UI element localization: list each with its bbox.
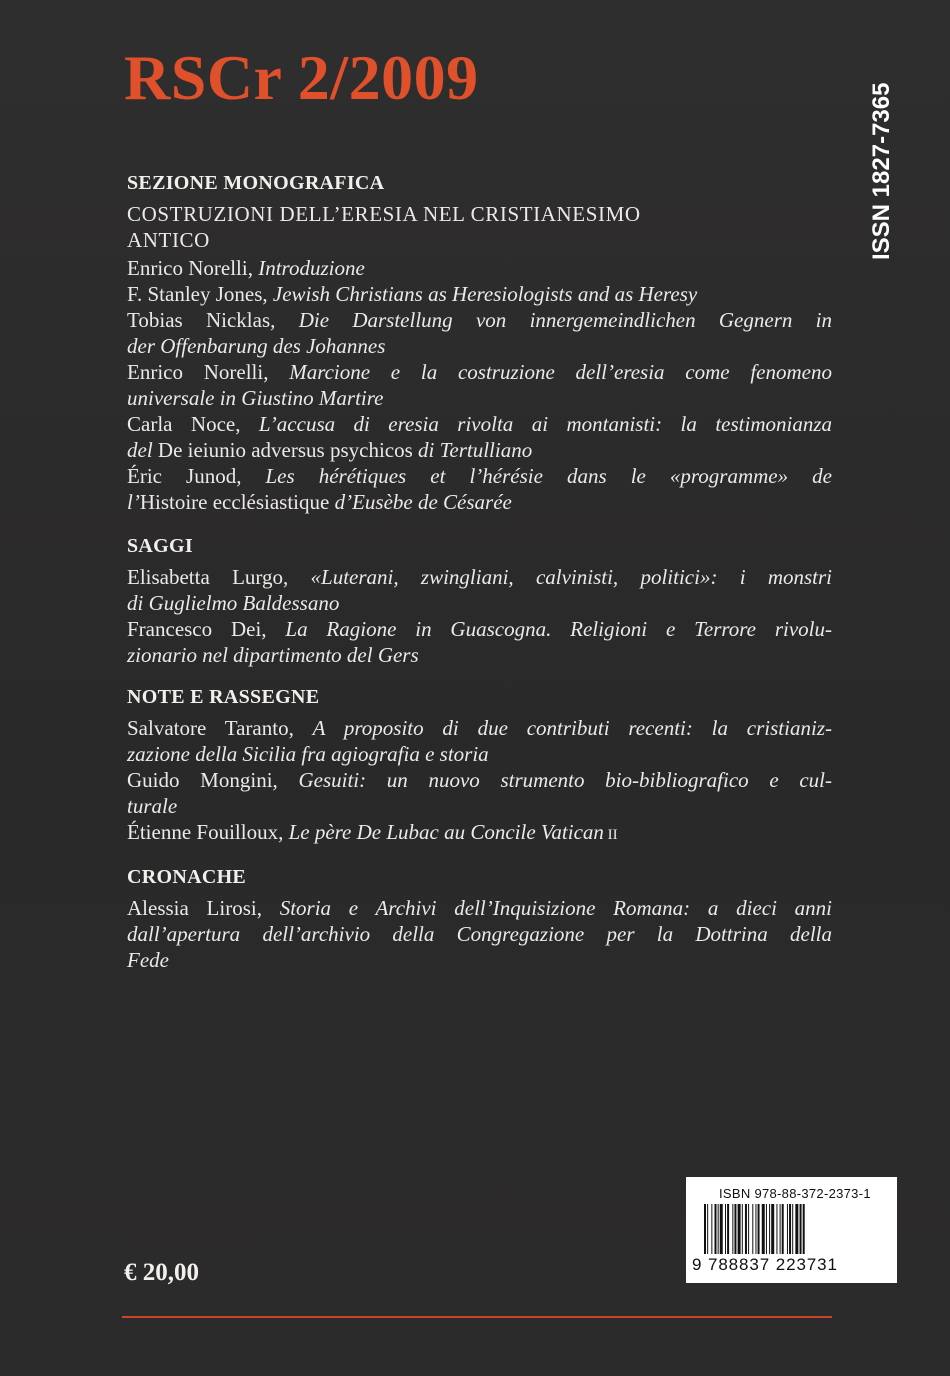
barcode-bars [704,1204,892,1254]
price-label: € 20,00 [124,1259,199,1286]
journal-title: RSCr 2/2009 [124,42,479,113]
entry-title-part: di Tertulliano [412,438,533,462]
barcode-bar [776,1204,777,1254]
monografica-subtitle-line: ANTICO [127,228,210,252]
entry-title-part: d’Eusèbe de Césarée [329,490,512,514]
entry-title: La Ragione in Guascogna. Religioni e Terrore rivolu- [285,617,832,641]
barcode-label [686,1177,897,1283]
toc-entry [127,411,832,463]
toc-entry [127,359,832,411]
entry-title: di Guglielmo Baldessano [127,591,340,615]
barcode-bar [787,1204,788,1254]
barcode-bar [720,1204,723,1254]
barcode-bar [725,1204,726,1254]
toc-entry [127,281,832,307]
entry-title-part: del [127,438,158,462]
barcode-bar [715,1204,717,1254]
entry-title: Le père De Lubac au Concile Vatican [288,820,604,844]
entry-title: Les hérétiques et l’hérésie dans le «programme» de [265,464,832,488]
barcode-bar [755,1204,756,1254]
toc-entry [127,463,832,515]
isbn-text: ISBN 978-88-372-2373-1 [719,1186,871,1201]
barcode-bar [762,1204,765,1254]
entry-title: Gesuiti: un nuovo strumento bio-bibliografico e cul- [298,768,832,792]
entry-author: Tobias Nicklas, [127,308,299,332]
entry-title: universale in Giustino Martire [127,386,384,410]
barcode-bar [795,1204,798,1254]
entry-author: Étienne Fouilloux, [127,820,289,844]
toc-entry [127,895,832,973]
barcode-bar [789,1204,791,1254]
monografica-subtitle-line: COSTRUZIONI DELL’ERESIA NEL CRISTIANESIMO [127,202,641,226]
barcode-bar [769,1204,770,1254]
barcode-bar [748,1204,749,1254]
entry-author: F. Stanley Jones, [127,282,273,306]
entry-author: Francesco Dei, [127,617,286,641]
section-header-cronache: CRONACHE [127,866,247,888]
entry-title: Die Darstellung von innergemeindlichen Gegnern in [298,308,833,332]
barcode-bar [727,1204,729,1254]
barcode-bar [742,1204,743,1254]
entry-title: L’accusa di eresia rivolta ai montanisti: la testimonianza [258,412,832,436]
entry-list [127,255,832,515]
entry-title: Storia e Archivi dell’Inquisizione Romana: a dieci anni [279,896,832,920]
entry-title: zazione della Sicilia fra agiografia e storia [127,742,489,766]
entry-title: Marcione e la costruzione dell’eresia come fenomeno [289,360,832,384]
entry-title: Jewish Christians as Heresiologists and as Heresy [272,282,698,306]
entry-author: Éric Junod, [127,464,266,488]
toc-entry [127,767,832,819]
barcode-bar [758,1204,760,1254]
entry-title: dall’apertura dell’archivio della Congregazione per la Dottrina della [127,922,832,946]
entry-title: turale [127,794,178,818]
entry-title: Introduzione [258,256,365,280]
toc-entry [127,616,832,668]
barcode-bar [707,1204,708,1254]
entry-author: Guido Mongini, [127,768,299,792]
toc-entry [127,255,832,281]
toc-entry [127,307,832,359]
toc-entry [127,715,832,767]
barcode-bar [738,1204,741,1254]
barcode-bar [732,1204,733,1254]
issn-label: ISSN 1827-7365 [868,82,895,260]
barcode-bar [780,1204,781,1254]
barcode-bar [800,1204,802,1254]
toc-entry [127,564,832,616]
entry-author: Enrico Norelli, [127,360,290,384]
entry-title-part: De ieiunio adversus psychicos [157,438,413,462]
monografica-subtitle [127,201,832,253]
barcode-digits: 9 788837 223731 [692,1255,838,1274]
entry-author: Salvatore Taranto, [127,716,313,740]
section-header-note: NOTE E RASSEGNE [127,686,320,708]
entry-title-suffix: II [603,827,618,843]
section-header-monografica: SEZIONE MONOGRAFICA [127,172,385,194]
entry-title-part: Histoire ecclésiastique [139,490,330,514]
barcode-bar [792,1204,793,1254]
barcode-bar [734,1204,736,1254]
barcode-bar [766,1204,767,1254]
section-header-saggi: SAGGI [127,535,193,557]
table-of-contents [127,172,832,973]
entry-author: Elisabetta Lurgo, [127,565,311,589]
entry-title: «Luterani, zwingliani, calvinisti, politici»: i monstri [310,565,832,589]
barcode-bar [771,1204,774,1254]
barcode-bar [718,1204,719,1254]
barcode-bar [782,1204,784,1254]
barcode-bar [752,1204,753,1254]
entry-author: Carla Noce, [127,412,259,436]
entry-author: Alessia Lirosi, [127,896,280,920]
barcode-bar [704,1204,706,1254]
barcode-bar [803,1204,805,1254]
toc-entry [127,819,832,848]
barcode-bar [745,1204,747,1254]
entry-title: Fede [127,948,169,972]
entry-title: A proposito di due contributi recenti: la cristianiz- [312,716,832,740]
entry-title: der Offenbarung des Johannes [127,334,386,358]
entry-title: zionario nel dipartimento del Gers [127,643,419,667]
barcode-bar [711,1204,712,1254]
entry-title-part: l’ [127,490,140,514]
bottom-rule [122,1316,832,1318]
entry-author: Enrico Norelli, [127,256,259,280]
